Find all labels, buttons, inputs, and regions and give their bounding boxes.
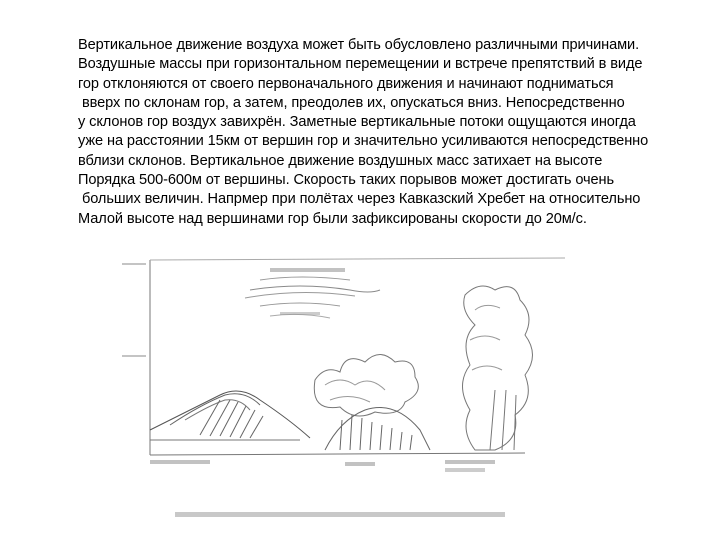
paragraph-line: Порядка 500-600м от вершины. Скорость таких порывов может достигать очень bbox=[78, 172, 615, 189]
paragraph-line: Малой высоте над вершинами гор были зафиксированы скорости до 20м/с. bbox=[78, 210, 587, 227]
paragraph-line: Вертикальное движение воздуха может быть обусловлено различными причинами. bbox=[78, 37, 640, 53]
scanned-figure-air-flow-over-mountains bbox=[110, 250, 570, 540]
paragraph-line: у склонов гор воздух завихрён. Заметные вертикальные потоки ощущаются иногда bbox=[78, 114, 636, 131]
paragraph-line: уже на расстоянии 15км от вершин гор и значительно усиливаются непосредственно bbox=[78, 133, 649, 150]
paragraph-line: вблизи склонов. Вертикальное движение воздушных масс затихает на высоте bbox=[78, 152, 603, 169]
body-paragraph bbox=[78, 36, 718, 229]
paragraph-line: гор отклоняются от своего первоначального движения и начинают подниматься bbox=[78, 75, 614, 92]
paragraph-line: больших величин. Напрмер при полётах через Кавказский Хребет на относительно bbox=[78, 191, 641, 208]
paragraph-line: вверх по склонам гор, а затем, преодолев их, опускаться вниз. Непосредственно bbox=[78, 94, 625, 111]
figure-sketch bbox=[110, 250, 570, 540]
paragraph-line: Воздушные массы при горизонтальном перемещении и встрече препятствий в виде bbox=[78, 56, 643, 73]
